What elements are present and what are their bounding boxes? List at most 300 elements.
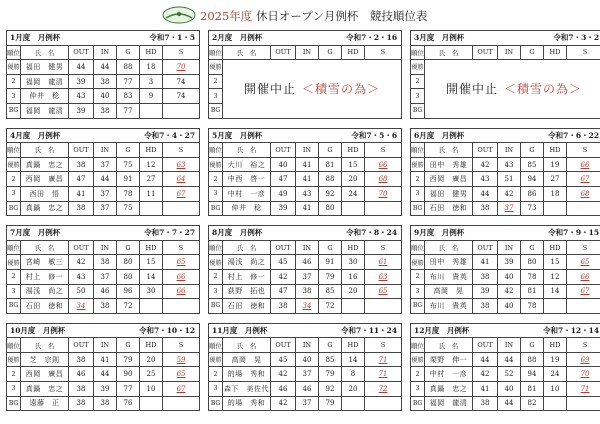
rank-cell: BG xyxy=(209,103,223,118)
s-cell: 71 xyxy=(567,382,600,397)
s-cell: 67 xyxy=(567,284,600,299)
g-cell: 88 xyxy=(319,172,342,187)
month-table xyxy=(208,30,402,119)
name-cell: 的場 秀和 xyxy=(223,396,271,411)
month-caption xyxy=(209,226,402,241)
month-table xyxy=(410,323,600,412)
s-cell: 69 xyxy=(567,352,600,367)
column-header-s: S xyxy=(163,338,200,353)
hd-cell: 24 xyxy=(342,186,365,201)
month-caption xyxy=(7,128,200,143)
column-header-in: IN xyxy=(94,338,117,353)
name-cell: 福岡 龍清 xyxy=(21,103,69,118)
g-cell: 91 xyxy=(319,255,342,270)
name-cell: 宮崎 敏三 xyxy=(21,255,69,270)
rank-cell: 3 xyxy=(7,89,21,104)
table-row xyxy=(209,60,402,75)
column-header-s: S xyxy=(163,45,200,60)
column-header-g: G xyxy=(117,240,140,255)
name-cell: 中村 一彦 xyxy=(223,186,271,201)
column-header-g: G xyxy=(521,240,544,255)
s-cell: 67 xyxy=(567,172,600,187)
out-cell: 38 xyxy=(473,299,498,314)
column-header-out: OUT xyxy=(271,143,296,158)
column-header-rank: 順位 xyxy=(411,45,425,60)
hd-cell: 20 xyxy=(342,382,365,397)
column-header-rank: 順位 xyxy=(7,45,21,60)
out-cell: 50 xyxy=(69,284,94,299)
golf-club-logo-icon xyxy=(162,6,196,24)
column-header-name: 氏 名 xyxy=(223,143,271,158)
hd-cell: 25 xyxy=(140,367,163,382)
s-cell: 70 xyxy=(163,60,200,75)
name-cell: 田中 秀雄 xyxy=(425,255,473,270)
s-cell: 64 xyxy=(163,172,200,187)
rank-cell: 2 xyxy=(209,172,223,187)
table-row xyxy=(7,89,200,104)
month-date: 令和7・9・15 xyxy=(548,228,600,238)
out-cell: 42 xyxy=(271,396,296,411)
in-cell: 37 xyxy=(94,157,117,172)
g-cell: 83 xyxy=(117,89,140,104)
s-cell: 66 xyxy=(163,269,200,284)
g-cell: 88 xyxy=(521,352,544,367)
in-cell: 38 xyxy=(94,396,117,411)
month-title: 11月度 月例杯 xyxy=(212,325,268,335)
in-cell: 44 xyxy=(498,352,521,367)
name-cell: 真鍋 忠之 xyxy=(21,382,69,397)
g-cell: 77 xyxy=(117,382,140,397)
hd-cell: 10 xyxy=(544,382,567,397)
name-cell: 布川 貴英 xyxy=(425,269,473,284)
column-header-name: 氏 名 xyxy=(21,143,69,158)
s-cell xyxy=(567,299,600,314)
g-cell: 73 xyxy=(521,201,544,216)
name-cell: 大川 裕之 xyxy=(223,157,271,172)
out-cell: 42 xyxy=(473,367,498,382)
out-cell: 46 xyxy=(69,367,94,382)
in-cell: 38 xyxy=(296,284,319,299)
in-cell: 41 xyxy=(94,352,117,367)
s-cell xyxy=(365,396,402,411)
out-cell: 39 xyxy=(69,74,94,89)
cancel-text: 開催中止 xyxy=(446,82,499,97)
month-date: 令和7・10・12 xyxy=(139,325,196,335)
table-row xyxy=(209,255,402,270)
g-cell: 80 xyxy=(117,255,140,270)
s-cell: 71 xyxy=(365,367,402,382)
name-cell: 湯浅 尚之 xyxy=(223,255,271,270)
table-row xyxy=(7,201,200,216)
hd-cell xyxy=(342,201,365,216)
table-row xyxy=(7,103,200,118)
name-cell: 真鍋 忠之 xyxy=(21,201,69,216)
column-header-hd: HD xyxy=(140,338,163,353)
s-cell: 67 xyxy=(163,382,200,397)
table-row xyxy=(209,284,402,299)
column-header-rank: 順位 xyxy=(209,240,223,255)
name-cell: 荻野 拓也 xyxy=(223,284,271,299)
name-cell: 森下 美佐代 xyxy=(223,382,271,397)
column-header-s: S xyxy=(365,240,402,255)
name-cell: 中西 啓一 xyxy=(223,172,271,187)
g-cell: 81 xyxy=(521,382,544,397)
g-cell: 78 xyxy=(521,299,544,314)
column-header-name: 氏 名 xyxy=(21,240,69,255)
out-cell: 44 xyxy=(473,186,498,201)
month-date: 令和7・11・24 xyxy=(341,325,398,335)
column-header-hd: HD xyxy=(140,240,163,255)
out-cell: 38 xyxy=(69,352,94,367)
s-cell: 70 xyxy=(567,367,600,382)
name-cell: 石田 徳和 xyxy=(223,299,271,314)
s-cell: 61 xyxy=(365,255,402,270)
in-cell: 46 xyxy=(296,255,319,270)
rank-cell: 3 xyxy=(209,382,223,397)
in-cell: 37 xyxy=(94,186,117,201)
in-cell: 51 xyxy=(498,172,521,187)
in-cell: 41 xyxy=(296,172,319,187)
column-header-name: 氏 名 xyxy=(223,338,271,353)
s-cell xyxy=(365,299,402,314)
column-header-rank: 順位 xyxy=(209,338,223,353)
g-cell: 80 xyxy=(521,255,544,270)
table-row xyxy=(7,367,200,382)
name-cell: 石田 徳和 xyxy=(21,299,69,314)
month-caption xyxy=(209,128,402,143)
name-cell: 福田 健男 xyxy=(21,60,69,75)
out-cell: 38 xyxy=(69,157,94,172)
g-cell: 79 xyxy=(319,396,342,411)
month-date: 令和7・7・27 xyxy=(144,228,196,238)
column-header-out: OUT xyxy=(69,143,94,158)
month-caption xyxy=(411,226,600,241)
rank-cell: BG xyxy=(411,103,425,118)
s-cell xyxy=(365,201,402,216)
rank-cell: 優勝 xyxy=(7,60,21,75)
out-cell: 45 xyxy=(271,352,296,367)
g-cell: 92 xyxy=(319,186,342,201)
rank-cell: 優勝 xyxy=(7,157,21,172)
in-cell: 52 xyxy=(498,367,521,382)
in-cell: 40 xyxy=(94,89,117,104)
in-cell: 41 xyxy=(296,201,319,216)
name-cell: 村上 修一 xyxy=(223,269,271,284)
rank-cell: BG xyxy=(7,299,21,314)
table-row xyxy=(209,396,402,411)
name-cell: 遠藤 正 xyxy=(21,396,69,411)
column-header-s: S xyxy=(567,240,600,255)
in-cell: 39 xyxy=(94,382,117,397)
g-cell: 78 xyxy=(117,186,140,201)
hd-cell: 30 xyxy=(342,255,365,270)
column-header-out: OUT xyxy=(69,45,94,60)
rank-cell: 3 xyxy=(209,284,223,299)
name-cell: 福岡 龍清 xyxy=(425,396,473,411)
rank-cell: 3 xyxy=(7,186,21,201)
g-cell: 82 xyxy=(521,396,544,411)
in-cell: 37 xyxy=(296,396,319,411)
out-cell: 38 xyxy=(271,299,296,314)
g-cell: 75 xyxy=(117,157,140,172)
in-cell: 38 xyxy=(94,299,117,314)
table-row xyxy=(209,367,402,382)
g-cell: 92 xyxy=(319,382,342,397)
rank-cell: 3 xyxy=(209,186,223,201)
title-year: 2025年度 xyxy=(200,9,253,23)
table-row xyxy=(411,60,600,75)
rank-cell: 2 xyxy=(209,74,223,89)
column-header-in: IN xyxy=(498,240,521,255)
column-header-name: 氏 名 xyxy=(425,143,473,158)
table-row xyxy=(209,157,402,172)
hd-cell: 18 xyxy=(544,186,567,201)
g-cell: 79 xyxy=(117,352,140,367)
name-cell: 真鍋 忠之 xyxy=(425,382,473,397)
month-table xyxy=(208,225,402,314)
rank-cell: 2 xyxy=(411,269,425,284)
hd-cell xyxy=(544,299,567,314)
out-cell: 38 xyxy=(473,396,498,411)
g-cell: 88 xyxy=(117,60,140,75)
table-row xyxy=(7,74,200,89)
table-row xyxy=(7,352,200,367)
g-cell: 96 xyxy=(117,284,140,299)
month-table xyxy=(410,30,600,119)
column-header-rank: 順位 xyxy=(7,143,21,158)
rank-cell: 2 xyxy=(209,367,223,382)
column-header-g: G xyxy=(117,45,140,60)
column-header-rank: 順位 xyxy=(411,240,425,255)
column-header-in: IN xyxy=(296,143,319,158)
s-cell: 59 xyxy=(163,352,200,367)
rank-cell: 3 xyxy=(7,284,21,299)
s-cell xyxy=(163,396,200,411)
column-header-hd: HD xyxy=(544,240,567,255)
rank-cell: 2 xyxy=(7,74,21,89)
name-cell: 西岡 廣昌 xyxy=(21,172,69,187)
in-cell: 44 xyxy=(498,396,521,411)
column-header-in: IN xyxy=(296,240,319,255)
column-header-hd: HD xyxy=(140,45,163,60)
column-header-out: OUT xyxy=(69,338,94,353)
g-cell: 81 xyxy=(521,284,544,299)
g-cell: 76 xyxy=(117,396,140,411)
table-row xyxy=(411,367,600,382)
rank-cell: 優勝 xyxy=(7,255,21,270)
column-header-in: IN xyxy=(498,143,521,158)
s-cell: 66 xyxy=(365,157,402,172)
column-header-out: OUT xyxy=(271,240,296,255)
table-row xyxy=(411,284,600,299)
s-cell xyxy=(163,201,200,216)
table-row xyxy=(411,172,600,187)
name-cell: 西岡 廣昌 xyxy=(425,172,473,187)
table-row xyxy=(7,382,200,397)
table-row xyxy=(209,172,402,187)
name-cell: 西田 悟 xyxy=(21,186,69,201)
month-date: 令和7・12・14 xyxy=(543,325,600,335)
monthly-results-grid xyxy=(6,30,600,411)
month-date: 令和7・1・5 xyxy=(149,33,196,43)
column-header-s: S xyxy=(365,338,402,353)
out-cell: 40 xyxy=(271,157,296,172)
month-table xyxy=(410,128,600,217)
month-date: 令和7・4・27 xyxy=(144,130,196,140)
column-header-rank: 順位 xyxy=(209,143,223,158)
rank-cell: 優勝 xyxy=(7,352,21,367)
rank-cell: BG xyxy=(209,201,223,216)
out-cell: 38 xyxy=(473,201,498,216)
s-cell: 74 xyxy=(163,74,200,89)
hd-cell: 19 xyxy=(544,352,567,367)
g-cell: 86 xyxy=(521,186,544,201)
out-cell: 41 xyxy=(69,186,94,201)
hd-cell xyxy=(140,299,163,314)
out-cell: 41 xyxy=(473,255,498,270)
s-cell: 71 xyxy=(365,352,402,367)
month-title: 10月度 月例杯 xyxy=(10,325,66,335)
in-cell: 34 xyxy=(296,299,319,314)
rank-cell: BG xyxy=(7,103,21,118)
column-header-in: IN xyxy=(296,338,319,353)
hd-cell: 12 xyxy=(544,269,567,284)
month-table xyxy=(6,128,200,217)
page-header xyxy=(0,4,600,26)
hd-cell: 27 xyxy=(140,172,163,187)
s-cell xyxy=(567,201,600,216)
name-cell: 高岡 晃 xyxy=(223,352,271,367)
column-header-s: S xyxy=(567,338,600,353)
table-row xyxy=(411,299,600,314)
rank-cell: 3 xyxy=(7,382,21,397)
in-cell: 38 xyxy=(94,74,117,89)
rank-cell: 3 xyxy=(209,89,223,104)
out-cell: 38 xyxy=(69,382,94,397)
month-title: 8月度 月例杯 xyxy=(212,228,263,238)
hd-cell: 14 xyxy=(140,269,163,284)
column-header-name: 氏 名 xyxy=(21,45,69,60)
out-cell: 42 xyxy=(271,367,296,382)
hd-cell xyxy=(544,201,567,216)
g-cell: 80 xyxy=(117,269,140,284)
out-cell: 42 xyxy=(473,157,498,172)
month-table xyxy=(6,323,200,412)
name-cell: 仲井 稔 xyxy=(21,89,69,104)
rank-cell: 2 xyxy=(209,269,223,284)
g-cell: 81 xyxy=(319,157,342,172)
month-title: 6月度 月例杯 xyxy=(414,130,465,140)
out-cell: 43 xyxy=(69,89,94,104)
g-cell: 85 xyxy=(521,157,544,172)
hd-cell xyxy=(140,103,163,118)
column-header-out: OUT xyxy=(473,338,498,353)
month-title: 7月度 月例杯 xyxy=(10,228,61,238)
in-cell: 37 xyxy=(94,269,117,284)
month-caption xyxy=(7,31,200,46)
g-cell: 78 xyxy=(521,269,544,284)
g-cell: 79 xyxy=(319,269,342,284)
table-row xyxy=(7,157,200,172)
s-cell: 65 xyxy=(365,284,402,299)
g-cell: 90 xyxy=(117,367,140,382)
rank-cell: 2 xyxy=(7,269,21,284)
month-caption xyxy=(7,323,200,338)
column-header-name: 氏 名 xyxy=(223,45,271,60)
hd-cell: 20 xyxy=(342,284,365,299)
month-table xyxy=(6,225,200,314)
name-cell: 田中 秀雄 xyxy=(425,157,473,172)
column-header-g: G xyxy=(319,143,342,158)
in-cell: 46 xyxy=(94,284,117,299)
rank-cell: 2 xyxy=(411,74,425,89)
rank-cell: 優勝 xyxy=(411,157,425,172)
column-header-out: OUT xyxy=(69,240,94,255)
in-cell: 44 xyxy=(94,60,117,75)
hd-cell: 3 xyxy=(140,74,163,89)
table-row xyxy=(209,382,402,397)
name-cell: 中村 一彦 xyxy=(425,367,473,382)
column-header-g: G xyxy=(521,338,544,353)
g-cell: 85 xyxy=(319,284,342,299)
month-date: 令和7・6・22 xyxy=(548,130,600,140)
rank-cell: 3 xyxy=(411,89,425,104)
hd-cell xyxy=(140,396,163,411)
table-row xyxy=(411,269,600,284)
column-header-hd: HD xyxy=(342,240,365,255)
rank-cell: 2 xyxy=(411,172,425,187)
column-header-name: 氏 名 xyxy=(223,240,271,255)
out-cell: 41 xyxy=(473,382,498,397)
s-cell: 68 xyxy=(365,172,402,187)
in-cell: 42 xyxy=(498,186,521,201)
column-header-in: IN xyxy=(296,45,319,60)
rank-cell: BG xyxy=(209,396,223,411)
month-date: 令和7・8・24 xyxy=(346,228,398,238)
hd-cell: 19 xyxy=(544,157,567,172)
rank-cell: 優勝 xyxy=(209,60,223,75)
rank-cell: BG xyxy=(7,396,21,411)
rank-cell: 優勝 xyxy=(411,60,425,75)
name-cell: 高岡 晃 xyxy=(425,284,473,299)
rank-cell: 3 xyxy=(411,186,425,201)
column-header-hd: HD xyxy=(140,143,163,158)
column-header-in: IN xyxy=(94,143,117,158)
month-table xyxy=(208,323,402,412)
g-cell: 72 xyxy=(117,299,140,314)
table-row xyxy=(209,299,402,314)
s-cell: 66 xyxy=(567,157,600,172)
out-cell: 38 xyxy=(473,269,498,284)
in-cell: 41 xyxy=(296,157,319,172)
month-title: 1月度 月例杯 xyxy=(10,33,61,43)
column-header-rank: 順位 xyxy=(7,240,21,255)
month-table xyxy=(6,30,200,119)
column-header-g: G xyxy=(319,240,342,255)
column-header-g: G xyxy=(319,45,342,60)
cancel-text: 開催中止 xyxy=(244,82,297,97)
month-title: 4月度 月例杯 xyxy=(10,130,61,140)
out-cell: 44 xyxy=(69,60,94,75)
out-cell: 47 xyxy=(69,172,94,187)
cancel-notice xyxy=(223,60,402,118)
g-cell: 79 xyxy=(319,367,342,382)
table-row xyxy=(411,255,600,270)
hd-cell: 16 xyxy=(342,269,365,284)
month-caption xyxy=(7,226,200,241)
column-header-in: IN xyxy=(94,240,117,255)
s-cell: 65 xyxy=(163,367,200,382)
